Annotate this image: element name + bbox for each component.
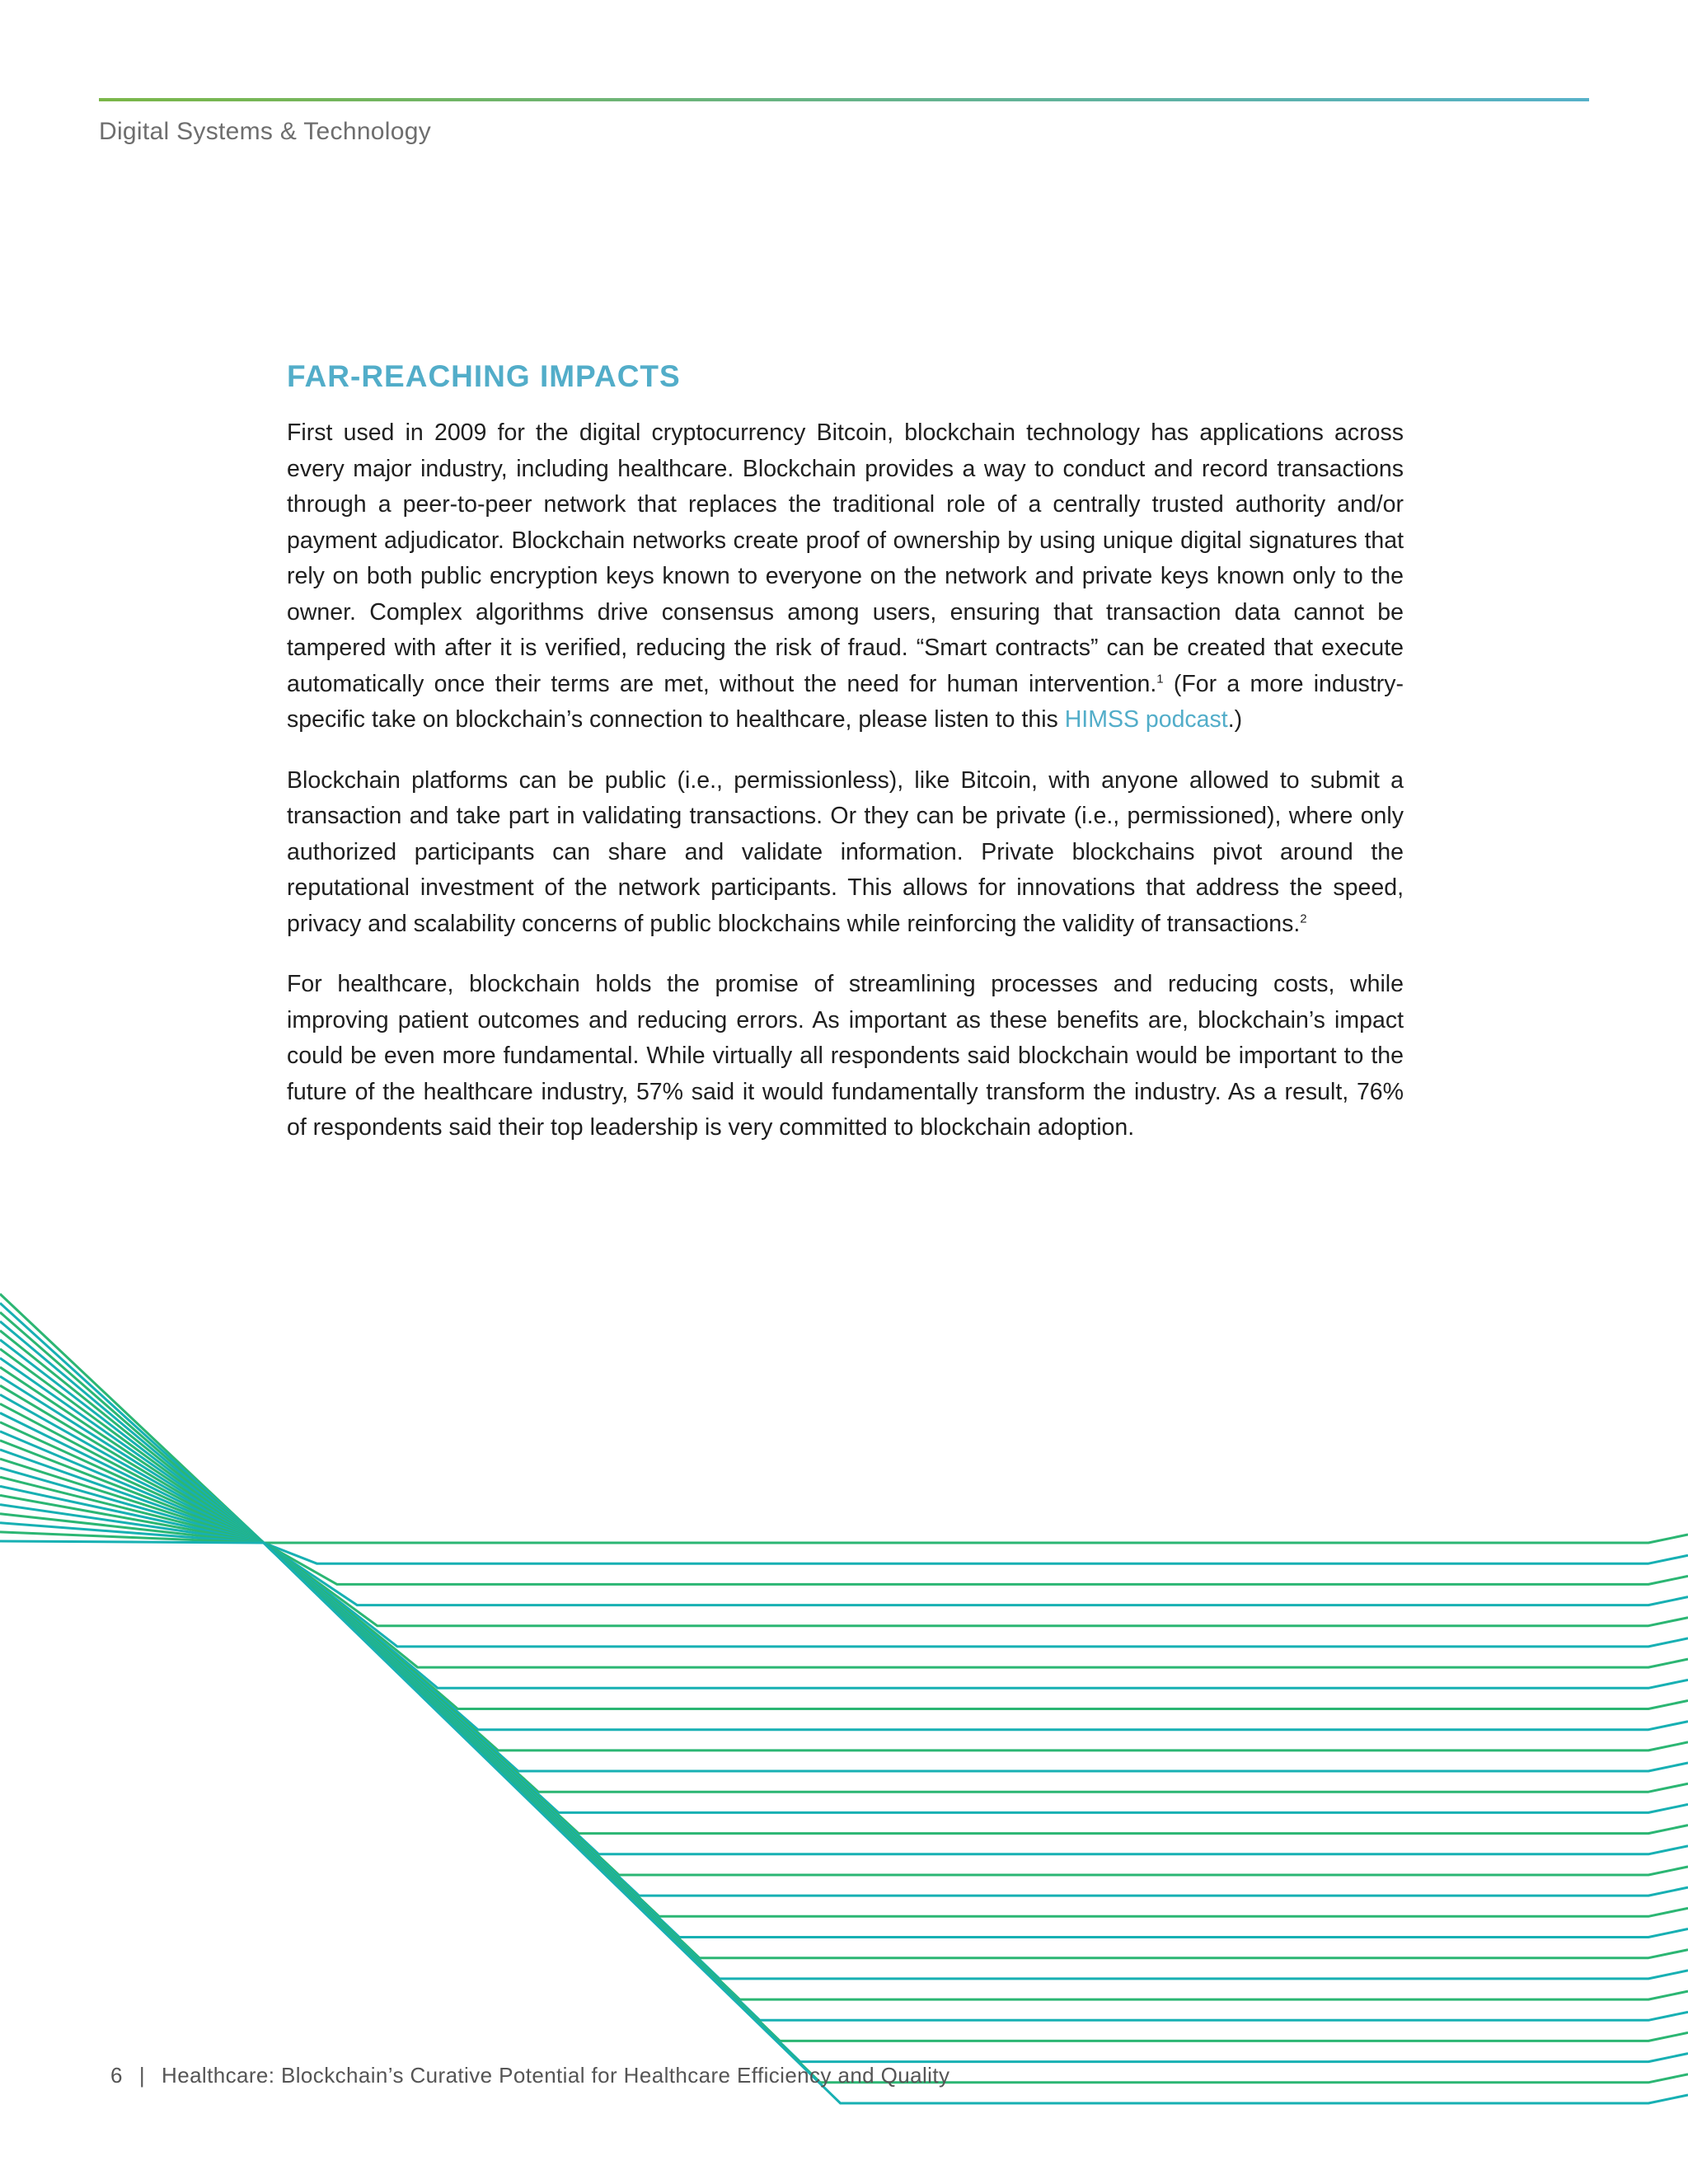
footer-separator: | [138,2063,146,2088]
decorative-line [0,1505,1688,2021]
decorative-line [0,1330,1688,1625]
decorative-line [0,1358,1688,1689]
decorative-line [0,1486,1688,1979]
page-number: 6 [110,2063,123,2088]
decorative-line [0,1413,1688,1812]
footnote-marker-1: 1 [1156,672,1164,686]
paragraph-1-end: .) [1227,706,1243,733]
paragraph-1-text: First used in 2009 for the digital cryptocurrency Bitcoin, blockchain technology has applications across every major industry, including healthcare. Blockchain provides a way to conduct and record transactions through a peer-to-peer network that replaces the traditional role of a centrally trusted authority and/or payment adjudicator. Blockchain networks create proof of ownership by using unique digital signatures that rely on both public encryption keys known to everyone on the network and private keys known only to the owner. Complex algorithms drive consensus among users, ensuring that transaction data cannot be tampered with after it is verified, reducing the risk of fraud. “Smart contracts” can be created that execute automatically once their terms are met, without the need for human intervention. [287,419,1404,697]
decorative-line [0,1385,1688,1750]
decorative-line [0,1404,1688,1792]
decorative-line [0,1394,1688,1771]
decorative-line [0,1294,1688,1543]
decorative-line [0,1514,1688,2041]
decorative-line [0,1495,1688,1999]
decorative-line [0,1441,1688,1875]
document-title: Healthcare: Blockchain’s Curative Potential for Healthcare Efficiency and Quality [162,2063,950,2088]
page-footer [110,2063,950,2088]
decorative-line [0,1376,1688,1730]
himss-podcast-link[interactable]: HIMSS podcast [1064,706,1228,733]
decorative-line [0,1349,1688,1667]
paragraph-2-text: Blockchain platforms can be public (i.e., permissionless), like Bitcoin, with anyone allowed to submit a transaction and take part in validating transactions. Or they can be private (i.e., permissioned), where only authorized participants can share and validate information. Private blockchains pivot around the reputational investment of the network participants. This allows for innovations that address the speed, privacy and scalability concerns of public blockchains while reinforcing the validity of transactions. [287,766,1404,937]
paragraph-3-text: For healthcare, blockchain holds the promise of streamlining processes and reducing costs, while improving patient outcomes and reducing errors. As important as these benefits are, blockchain’s impact could be even more fundamental. While virtually all respondents said blockchain would be important to the future of the healthcare industry, 57% said it would fundamentally transform the industry. As a result, 76% of respondents said their top leadership is very committed to blockchain adoption. [287,971,1404,1141]
section-label: Digital Systems & Technology [99,118,432,145]
section-heading: FAR-REACHING IMPACTS [287,359,681,393]
paragraph-1-tail: (For a more industry-specific take on blockchain’s connection to healthcare, please listen to this [287,670,1404,733]
decorative-line [0,1450,1688,1896]
decorative-line [0,1340,1688,1647]
decorative-line [0,1477,1688,1958]
decorative-line [0,1303,1688,1563]
footnote-marker-2: 2 [1300,912,1307,926]
